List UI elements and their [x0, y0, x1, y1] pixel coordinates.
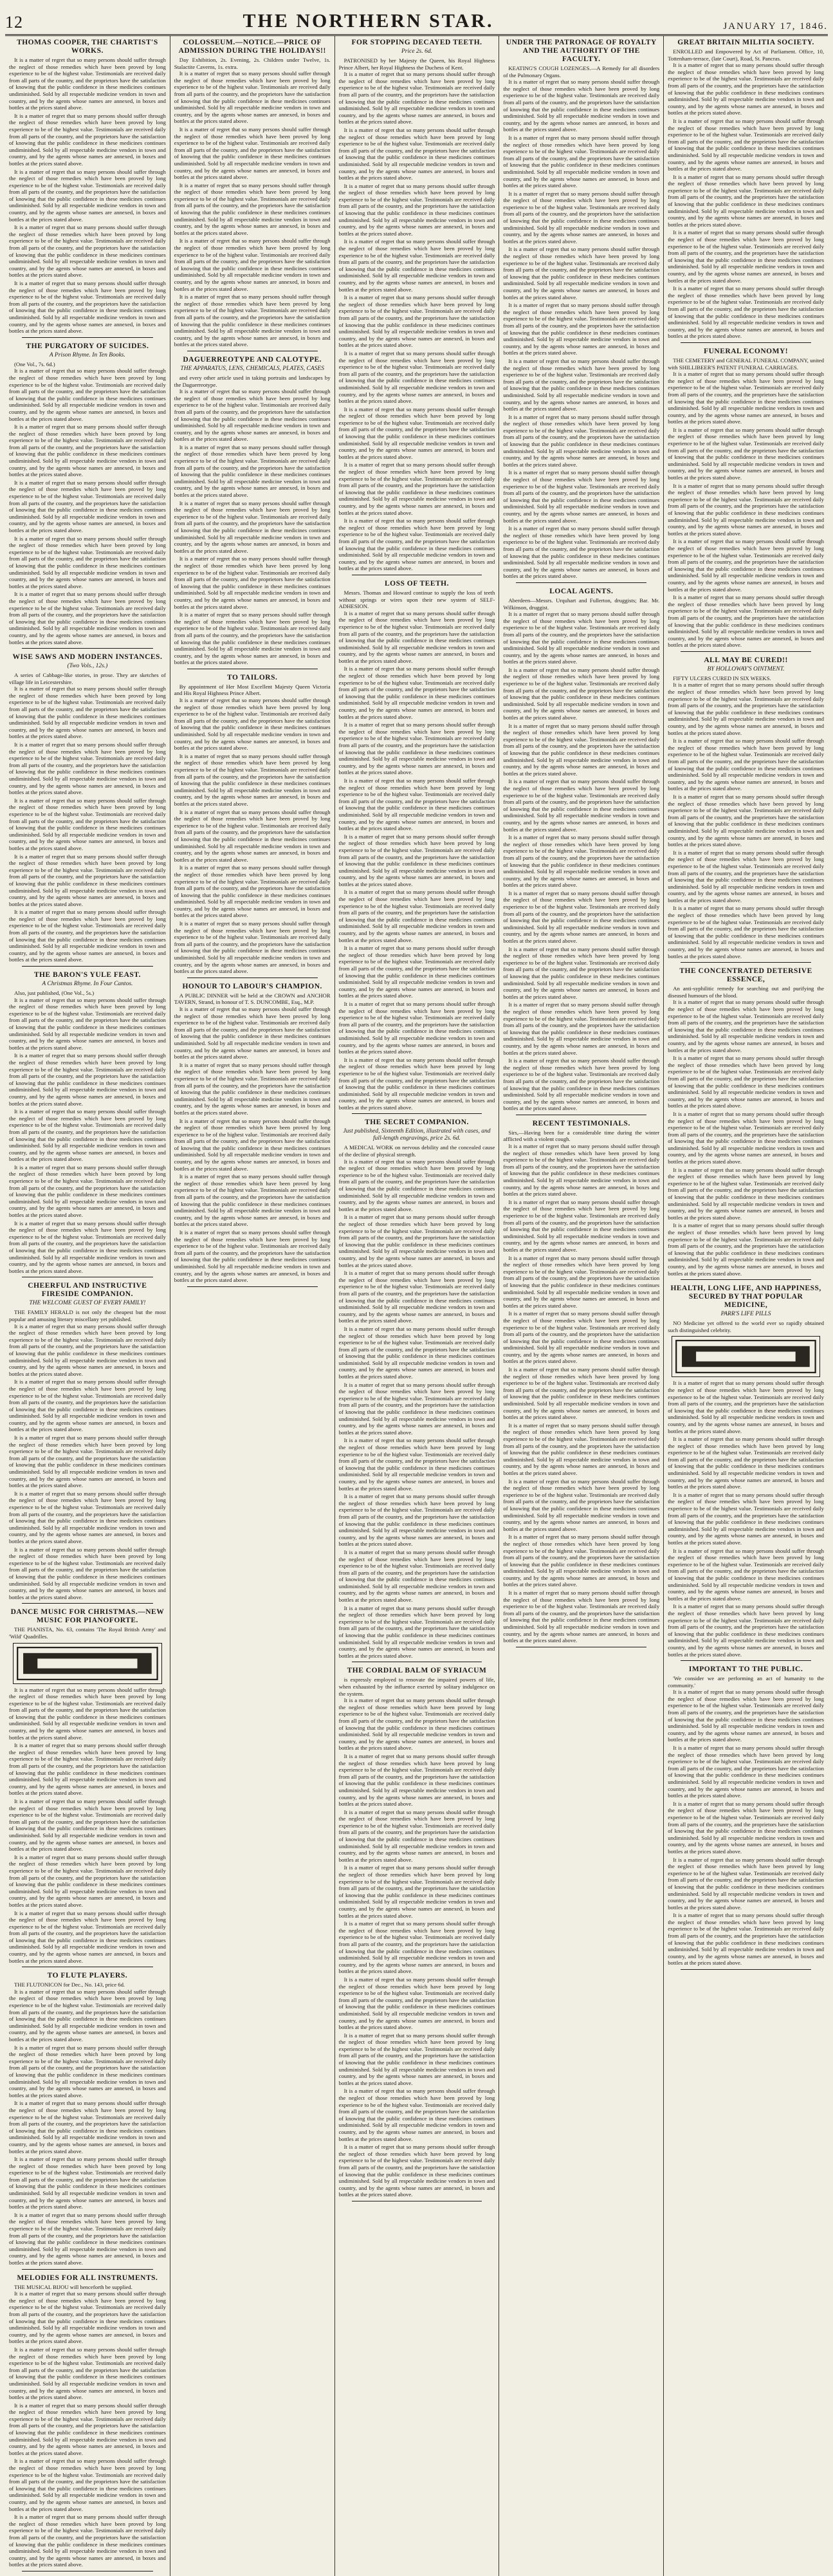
advertisement-small-print [668, 62, 824, 340]
advertisement-body: THE PIANISTA, No. 63, contains 'The Royal British Army' and 'Wild' Quadrilles. [9, 1626, 166, 1640]
small-print-paragraph: It is a matter of regret that so many persons should suffer through the neglect of those remedies which have been proved by long experience to be of the highest value. Testimonials are received daily from all parts of the country, and the proprietors have the satisfaction of knowing that the public confidence in these medicines continues undiminished. Sold by all respectable medicine vendors in town and country, and by the agents whose names are annexed, in boxes and bottles at the prices stated above. [668, 594, 824, 649]
small-print-paragraph: It is a matter of regret that so many persons should suffer through the neglect of those remedies which have been proved by long experience to be of the highest value. Testimonials are received daily from all parts of the country, and the proprietors have the satisfaction of knowing that the public confidence in these medicines continues undiminished. Sold by all respectable medicine vendors in town and country, and by the agents whose names are annexed, in boxes and bottles at the prices stated above. [338, 1604, 495, 1659]
music-engraving [13, 1643, 162, 1684]
small-print-paragraph: It is a matter of regret that so many persons should suffer through the neglect of those remedies which have been proved by long experience to be of the highest value. Testimonials are received daily from all parts of the country, and the proprietors have the satisfaction of knowing that the public confidence in these medicines continues undiminished. Sold by all respectable medicine vendors in town and country, and by the agents whose names are annexed, in boxes and bottles at the prices stated above. [9, 909, 166, 963]
small-print-paragraph: It is a matter of regret that so many persons should suffer through the neglect of those remedies which have been proved by long experience to be of the highest value. Testimonials are received daily from all parts of the country, and the proprietors have the satisfaction of knowing that the public confidence in these medicines continues undiminished. Sold by all respectable medicine vendors in town and country, and by the agents whose names are annexed, in boxes and bottles at the prices stated above. [174, 1173, 331, 1228]
small-print-paragraph: It is a matter of regret that so many persons should suffer through the neglect of those remedies which have been proved by long experience to be of the highest value. Testimonials are received daily from all parts of the country, and the proprietors have the satisfaction of knowing that the public confidence in these medicines continues undiminished. Sold by all respectable medicine vendors in town and country, and by the agents whose names are annexed, in boxes and bottles at the prices stated above. [338, 721, 495, 776]
small-print-paragraph: It is a matter of regret that so many persons should suffer through the neglect of those remedies which have been proved by long experience to be of the highest value. Testimonials are received daily from all parts of the country, and the proprietors have the satisfaction of knowing that the public confidence in these medicines continues undiminished. Sold by all respectable medicine vendors in town and country, and by the agents whose names are annexed, in boxes and bottles at the prices stated above. [174, 1117, 331, 1172]
advertisement-heading: THOMAS COOPER, THE CHARTIST'S WORKS. [17, 39, 158, 55]
advertisement-block [339, 39, 495, 575]
advertisement-heading: LOSS OF TEETH. [384, 579, 449, 588]
column-2 [170, 36, 334, 2576]
small-print-paragraph: It is a matter of regret that so many persons should suffer through the neglect of those remedies which have been proved by long experience to be of the highest value. Testimonials are received daily from all parts of the country, and the proprietors have the satisfaction of knowing that the public confidence in these medicines continues undiminished. Sold by all respectable medicine vendors in town and country, and by the agents whose names are annexed, in boxes and bottles at the prices stated above. [174, 181, 331, 236]
small-print-paragraph: It is a matter of regret that so many persons should suffer through the neglect of those remedies which have been proved by long experience to be of the highest value. Testimonials are received daily from all parts of the country, and the proprietors have the satisfaction of knowing that the public confidence in these medicines continues undiminished. Sold by all respectable medicine vendors in town and country, and by the agents whose names are annexed, in boxes and bottles at the prices stated above. [9, 1219, 166, 1274]
small-print-paragraph: It is a matter of regret that so many persons should suffer through the neglect of those remedies which have been proved by long experience to be of the highest value. Testimonials are received daily from all parts of the country, and the proprietors have the satisfaction of knowing that the public confidence in these medicines continues undiminished. Sold by all respectable medicine vendors in town and country, and by the agents whose names are annexed, in boxes and bottles at the prices stated above. [503, 1366, 660, 1421]
small-print-paragraph: It is a matter of regret that so many persons should suffer through the neglect of those remedies which have been proved by long experience to be of the highest value. Testimonials are received daily from all parts of the country, and the proprietors have the satisfaction of knowing that the public confidence in these medicines continues undiminished. Sold by all respectable medicine vendors in town and country, and by the agents whose names are annexed, in boxes and bottles at the prices stated above. [338, 833, 495, 887]
small-print-paragraph: It is a matter of regret that so many persons should suffer through the neglect of those remedies which have been proved by long experience to be of the highest value. Testimonials are received daily from all parts of the country, and the proprietors have the satisfaction of knowing that the public confidence in these medicines continues undiminished. Sold by all respectable medicine vendors in town and country, and by the agents whose names are annexed, in boxes and bottles at the prices stated above. [503, 469, 660, 524]
small-print-paragraph: It is a matter of regret that so many persons should suffer through the neglect of those remedies which have been proved by long experience to be of the highest value. Testimonials are received daily from all parts of the country, and the proprietors have the satisfaction of knowing that the public confidence in these medicines continues undiminished. Sold by all respectable medicine vendors in town and country, and by the agents whose names are annexed, in boxes and bottles at the prices stated above. [668, 737, 824, 792]
small-print-paragraph: It is a matter of regret that so many persons should suffer through the neglect of those remedies which have been proved by long experience to be of the highest value. Testimonials are received daily from all parts of the country, and the proprietors have the satisfaction of knowing that the public confidence in these medicines continues undiminished. Sold by all respectable medicine vendors in town and country, and by the agents whose names are annexed, in boxes and bottles at the prices stated above. [503, 1198, 660, 1253]
small-print-paragraph: It is a matter of regret that so many persons should suffer through the neglect of those remedies which have been proved by long experience to be of the highest value. Testimonials are received daily from all parts of the country, and the proprietors have the satisfaction of knowing that the public confidence in these medicines continues undiminished. Sold by all respectable medicine vendors in town and country, and by the agents whose names are annexed, in boxes and bottles at the prices stated above. [174, 237, 331, 292]
advertisement-subheading: Just published, Sixteenth Edition, illustrated with cases, and full-length engravings, price 2s. 6d. [343, 1128, 491, 1142]
advertisement-heading: MELODIES FOR ALL INSTRUMENTS. [17, 2274, 158, 2282]
small-print-paragraph: It is a matter of regret that so many persons should suffer through the neglect of those remedies which have been proved by long experience to be of the highest value. Testimonials are received daily from all parts of the country, and the proprietors have the satisfaction of knowing that the public confidence in these medicines continues undiminished. Sold by all respectable medicine vendors in town and country, and by the agents whose names are annexed, in boxes and bottles at the prices stated above. [9, 112, 166, 167]
small-print-paragraph: It is a matter of regret that so many persons should suffer through the neglect of those remedies which have been proved by long experience to be of the highest value. Testimonials are received daily from all parts of the country, and the proprietors have the satisfaction of knowing that the public confidence in these medicines continues undiminished. Sold by all respectable medicine vendors in town and country, and by the agents whose names are annexed, in boxes and bottles at the prices stated above. [174, 125, 331, 181]
small-print-paragraph: It is a matter of regret that so many persons should suffer through the neglect of those remedies which have been proved by long experience to be of the highest value. Testimonials are received daily from all parts of the country, and the proprietors have the satisfaction of knowing that the public confidence in these medicines continues undiminished. Sold by all respectable medicine vendors in town and country, and by the agents whose names are annexed, in boxes and bottles at the prices stated above. [503, 666, 660, 721]
small-print-paragraph: It is a matter of regret that so many persons should suffer through the neglect of those remedies which have been proved by long experience to be of the highest value. Testimonials are received daily from all parts of the country, and the proprietors have the satisfaction of knowing that the public confidence in these medicines continues undiminished. Sold by all respectable medicine vendors in town and country, and by the agents whose names are annexed, in boxes and bottles at the prices stated above. [9, 1378, 166, 1433]
advertisement-body: ENROLLED and Empowered by Act of Parliament. Office, 10, Tottenham-terrace, (late Court), Road, St. Pancras. [668, 48, 824, 62]
advertisement-body: THE MUSICAL BIJOU will henceforth be supplied. [14, 2283, 133, 2290]
small-print-paragraph: It is a matter of regret that so many persons should suffer through the neglect of those remedies which have been proved by long experience to be of the highest value. Testimonials are received daily from all parts of the country, and the proprietors have the satisfaction of knowing that the public confidence in these medicines continues undiminished. Sold by all respectable medicine vendors in town and country, and by the agents whose names are annexed, in boxes and bottles at the prices stated above. [9, 1686, 166, 1741]
advertisement-body: 'We consider we are performing an act of humanity to the community.' [668, 1675, 824, 1689]
advertisement-block [9, 1282, 166, 1604]
small-print-paragraph: It is a matter of regret that so many persons should suffer through the neglect of those remedies which have been proved by long experience to be of the highest value. Testimonials are received daily from all parts of the country, and the proprietors have the satisfaction of knowing that the public confidence in these medicines continues undiminished. Sold by all respectable medicine vendors in town and country, and by the agents whose names are annexed, in boxes and bottles at the prices stated above. [9, 2458, 166, 2512]
advertisement-body: Messrs. Thomas and Howard continue to supply the loss of teeth without springs or wires upon their new system of SELF-ADHESION. [338, 589, 495, 610]
advertisement-block [9, 342, 166, 649]
small-print-paragraph: It is a matter of regret that so many persons should suffer through the neglect of those remedies which have been proved by long experience to be of the highest value. Testimonials are received daily from all parts of the country, and the proprietors have the satisfaction of knowing that the public confidence in these medicines continues undiminished. Sold by all respectable medicine vendors in town and country, and by the agents whose names are annexed, in boxes and bottles at the prices stated above. [174, 293, 331, 348]
advertisement-heading: UNDER THE PATRONAGE OF ROYALTY AND THE AUTHORITY OF THE FACULTY. [506, 39, 657, 63]
advertisement-small-print [668, 999, 824, 1277]
small-print-paragraph: It is a matter of regret that so many persons should suffer through the neglect of those remedies which have been proved by long experience to be of the highest value. Testimonials are received daily from all parts of the country, and the proprietors have the satisfaction of knowing that the public confidence in these medicines continues undiminished. Sold by all respectable medicine vendors in town and country, and by the agents whose names are annexed, in boxes and bottles at the prices stated above. [338, 1548, 495, 1604]
advertisement-body: Day Exhibition, 2s. Evening, 2s. Children under Twelve, 1s. Stalactite Caverns, 1s. extra. [174, 57, 331, 70]
small-print-paragraph: It is a matter of regret that so many persons should suffer through the neglect of those remedies which have been proved by long experience to be of the highest value. Testimonials are received daily from all parts of the country, and the proprietors have the satisfaction of knowing that the public confidence in these medicines continues undiminished. Sold by all respectable medicine vendors in town and country, and by the agents whose names are annexed, in boxes and bottles at the prices stated above. [9, 797, 166, 851]
small-print-paragraph: It is a matter of regret that so many persons should suffer through the neglect of those remedies which have been proved by long experience to be of the highest value. Testimonials are received daily from all parts of the country, and the proprietors have the satisfaction of knowing that the public confidence in these medicines continues undiminished. Sold by all respectable medicine vendors in town and country, and by the agents whose names are annexed, in boxes and bottles at the prices stated above. [9, 1546, 166, 1600]
advertisement-small-print [668, 681, 824, 959]
advertisement-small-print [9, 1687, 166, 1965]
small-print-paragraph: It is a matter of regret that so many persons should suffer through the neglect of those remedies which have been proved by long experience to be of the highest value. Testimonials are received daily from all parts of the country, and the proprietors have the satisfaction of knowing that the public confidence in these medicines continues undiminished. Sold by all respectable medicine vendors in town and country, and by the agents whose names are annexed, in boxes and bottles at the prices stated above. [9, 2211, 166, 2266]
small-print-paragraph: It is a matter of regret that so many persons should suffer through the neglect of those remedies which have been proved by long experience to be of the highest value. Testimonials are received daily from all parts of the country, and the proprietors have the satisfaction of knowing that the public confidence in these medicines continues undiminished. Sold by all respectable medicine vendors in town and country, and by the agents whose names are annexed, in boxes and bottles at the prices stated above. [9, 1909, 166, 1964]
divider-rule [681, 1969, 811, 1970]
small-print-paragraph: It is a matter of regret that so many persons should suffer through the neglect of those remedies which have been proved by long experience to be of the highest value. Testimonials are received daily from all parts of the country, and the proprietors have the satisfaction of knowing that the public confidence in these medicines continues undiminished. Sold by all respectable medicine vendors in town and country, and by the agents whose names are annexed, in boxes and bottles at the prices stated above. [338, 1697, 495, 1752]
small-print-paragraph: It is a matter of regret that so many persons should suffer through the neglect of those remedies which have been proved by long experience to be of the highest value. Testimonials are received daily from all parts of the country, and the proprietors have the satisfaction of knowing that the public confidence in these medicines continues undiminished. Sold by all respectable medicine vendors in town and country, and by the agents whose names are annexed, in boxes and bottles at the prices stated above. [503, 1001, 660, 1056]
advertisement-body: Also, just published, (One Vol., 5s.) [14, 990, 95, 997]
advertisement-small-print [668, 371, 824, 649]
advertisement-heading: THE CORDIAL BALM OF SYRIACUM [347, 1667, 487, 1675]
small-print-paragraph: It is a matter of regret that so many persons should suffer through the neglect of those remedies which have been proved by long experience to be of the highest value. Testimonials are received daily from all parts of the country, and the proprietors have the satisfaction of knowing that the public confidence in these medicines continues undiminished. Sold by all respectable medicine vendors in town and country, and by the agents whose names are annexed, in boxes and bottles at the prices stated above. [174, 499, 331, 554]
small-print-paragraph: It is a matter of regret that so many persons should suffer through the neglect of those remedies which have been proved by long experience to be of the highest value. Testimonials are received daily from all parts of the country, and the proprietors have the satisfaction of knowing that the public confidence in these medicines continues undiminished. Sold by all respectable medicine vendors in town and country, and by the agents whose names are annexed, in boxes and bottles at the prices stated above. [338, 126, 495, 181]
small-print-paragraph: It is a matter of regret that so many persons should suffer through the neglect of those remedies which have been proved by long experience to be of the highest value. Testimonials are received daily from all parts of the country, and the proprietors have the satisfaction of knowing that the public confidence in these medicines continues undiminished. Sold by all respectable medicine vendors in town and country, and by the agents whose names are annexed, in boxes and bottles at the prices stated above. [503, 1534, 660, 1588]
small-print-paragraph: It is a matter of regret that so many persons should suffer through the neglect of those remedies which have been proved by long experience to be of the highest value. Testimonials are received daily from all parts of the country, and the proprietors have the satisfaction of knowing that the public confidence in these medicines continues undiminished. Sold by all respectable medicine vendors in town and country, and by the agents whose names are annexed, in boxes and bottles at the prices stated above. [668, 1491, 824, 1546]
advertisement-small-print [339, 1697, 495, 2198]
advertisement-heading: THE PURGATORY OF SUICIDES. [26, 342, 149, 350]
advertisement-small-print [339, 1158, 495, 1660]
advertisement-small-print [339, 71, 495, 572]
small-print-paragraph: It is a matter of regret that so many persons should suffer through the neglect of those remedies which have been proved by long experience to be of the highest value. Testimonials are received daily from all parts of the country, and the proprietors have the satisfaction of knowing that the public confidence in these medicines continues undiminished. Sold by all respectable medicine vendors in town and country, and by the agents whose names are annexed, in boxes and bottles at the prices stated above. [338, 945, 495, 999]
advertisement-block [9, 1972, 166, 2269]
small-print-paragraph: It is a matter of regret that so many persons should suffer through the neglect of those remedies which have been proved by long experience to be of the highest value. Testimonials are received daily from all parts of the country, and the proprietors have the satisfaction of knowing that the public confidence in these medicines continues undiminished. Sold by all respectable medicine vendors in town and country, and by the agents whose names are annexed, in boxes and bottles at the prices stated above. [9, 741, 166, 796]
divider-rule [22, 966, 153, 967]
advertisement-subheading: (Two Vols., 12s.) [67, 663, 108, 670]
small-print-paragraph: It is a matter of regret that so many persons should suffer through the neglect of those remedies which have been proved by long experience to be of the highest value. Testimonials are received daily from all parts of the country, and the proprietors have the satisfaction of knowing that the public confidence in these medicines continues undiminished. Sold by all respectable medicine vendors in town and country, and by the agents whose names are annexed, in boxes and bottles at the prices stated above. [503, 611, 660, 665]
advertisement-small-print [503, 79, 659, 580]
small-print-paragraph: It is a matter of regret that so many persons should suffer through the neglect of those remedies which have been proved by long experience to be of the highest value. Testimonials are received daily from all parts of the country, and the proprietors have the satisfaction of knowing that the public confidence in these medicines continues undiminished. Sold by all respectable medicine vendors in town and country, and by the agents whose names are annexed, in boxes and bottles at the prices stated above. [338, 889, 495, 943]
small-print-paragraph: It is a matter of regret that so many persons should suffer through the neglect of those remedies which have been proved by long experience to be of the highest value. Testimonials are received daily from all parts of the country, and the proprietors have the satisfaction of knowing that the public confidence in these medicines continues undiminished. Sold by all respectable medicine vendors in town and country, and by the agents whose names are annexed, in boxes and bottles at the prices stated above. [503, 1254, 660, 1309]
advertisement-block [174, 356, 331, 669]
advertisement-body: A PUBLIC DINNER will be held at the CROWN and ANCHOR TAVERN, Strand, in honour of T. S. DUNCOMBE, Esq., M.P. [174, 992, 331, 1006]
advertisement-body: KEATING'S COUGH LOZENGES.—A Remedy for all disorders of the Pulmonary Organs. [503, 65, 660, 79]
divider-rule [681, 651, 811, 652]
small-print-paragraph: It is a matter of regret that so many persons should suffer through the neglect of those remedies which have been proved by long experience to be of the highest value. Testimonials are received daily from all parts of the country, and the proprietors have the satisfaction of knowing that the public confidence in these medicines continues undiminished. Sold by all respectable medicine vendors in town and country, and by the agents whose names are annexed, in boxes and bottles at the prices stated above. [668, 1166, 824, 1221]
small-print-paragraph: It is a matter of regret that so many persons should suffer through the neglect of those remedies which have been proved by long experience to be of the highest value. Testimonials are received daily from all parts of the country, and the proprietors have the satisfaction of knowing that the public confidence in these medicines continues undiminished. Sold by all respectable medicine vendors in town and country, and by the agents whose names are annexed, in boxes and bottles at the prices stated above. [668, 1603, 824, 1658]
small-print-paragraph: It is a matter of regret that so many persons should suffer through the neglect of those remedies which have been proved by long experience to be of the highest value. Testimonials are received daily from all parts of the country, and the proprietors have the satisfaction of knowing that the public confidence in these medicines continues undiminished. Sold by all respectable medicine vendors in town and country, and by the agents whose names are annexed, in boxes and bottles at the prices stated above. [338, 1493, 495, 1548]
advertisement-heading: THE CONCENTRATED DETERSIVE ESSENCE, [679, 967, 812, 984]
small-print-paragraph: It is a matter of regret that so many persons should suffer through the neglect of those remedies which have been proved by long experience to be of the highest value. Testimonials are received daily from all parts of the country, and the proprietors have the satisfaction of knowing that the public confidence in these medicines continues undiminished. Sold by all respectable medicine vendors in town and country, and by the agents whose names are annexed, in boxes and bottles at the prices stated above. [9, 2044, 166, 2099]
small-print-paragraph: It is a matter of regret that so many persons should suffer through the neglect of those remedies which have been proved by long experience to be of the highest value. Testimonials are received daily from all parts of the country, and the proprietors have the satisfaction of knowing that the public confidence in these medicines continues undiminished. Sold by all respectable medicine vendors in town and country, and by the agents whose names are annexed, in boxes and bottles at the prices stated above. [9, 2290, 166, 2345]
small-print-paragraph: It is a matter of regret that so many persons should suffer through the neglect of those remedies which have been proved by long experience to be of the highest value. Testimonials are received daily from all parts of the country, and the proprietors have the satisfaction of knowing that the public confidence in these medicines continues undiminished. Sold by all respectable medicine vendors in town and country, and by the agents whose names are annexed, in boxes and bottles at the prices stated above. [668, 1222, 824, 1277]
small-print-paragraph: It is a matter of regret that so many persons should suffer through the neglect of those remedies which have been proved by long experience to be of the highest value. Testimonials are received daily from all parts of the country, and the proprietors have the satisfaction of knowing that the public confidence in these medicines continues undiminished. Sold by all respectable medicine vendors in town and country, and by the agents whose names are annexed, in boxes and bottles at the prices stated above. [668, 905, 824, 959]
divider-rule [187, 1286, 318, 1287]
small-print-paragraph: It is a matter of regret that so many persons should suffer through the neglect of those remedies which have been proved by long experience to be of the highest value. Testimonials are received daily from all parts of the country, and the proprietors have the satisfaction of knowing that the public confidence in these medicines continues undiminished. Sold by all respectable medicine vendors in town and country, and by the agents whose names are annexed, in boxes and bottles at the prices stated above. [174, 752, 331, 807]
small-print-paragraph: It is a matter of regret that so many persons should suffer through the neglect of those remedies which have been proved by long experience to be of the highest value. Testimonials are received daily from all parts of the country, and the proprietors have the satisfaction of knowing that the public confidence in these medicines continues undiminished. Sold by all respectable medicine vendors in town and country, and by the agents whose names are annexed, in boxes and bottles at the prices stated above. [503, 357, 660, 412]
masthead [5, 4, 828, 36]
advertisement-heading: GREAT BRITAIN MILITIA SOCIETY. [677, 39, 814, 46]
advertisement-subheading: PARR'S LIFE PILLS [720, 1311, 771, 1318]
small-print-paragraph: It is a matter of regret that so many persons should suffer through the neglect of those remedies which have been proved by long experience to be of the highest value. Testimonials are received daily from all parts of the country, and the proprietors have the satisfaction of knowing that the public confidence in these medicines continues undiminished. Sold by all respectable medicine vendors in town and country, and by the agents whose names are annexed, in boxes and bottles at the prices stated above. [668, 999, 824, 1053]
small-print-paragraph: It is a matter of regret that so many persons should suffer through the neglect of those remedies which have been proved by long experience to be of the highest value. Testimonials are received daily from all parts of the country, and the proprietors have the satisfaction of knowing that the public confidence in these medicines continues undiminished. Sold by all respectable medicine vendors in town and country, and by the agents whose names are annexed, in boxes and bottles at the prices stated above. [338, 2144, 495, 2198]
small-print-paragraph: It is a matter of regret that so many persons should suffer through the neglect of those remedies which have been proved by long experience to be of the highest value. Testimonials are received daily from all parts of the country, and the proprietors have the satisfaction of knowing that the public confidence in these medicines continues undiminished. Sold by all respectable medicine vendors in town and country, and by the agents whose names are annexed, in boxes and bottles at the prices stated above. [338, 1752, 495, 1808]
advertisement-small-print [9, 1988, 166, 2266]
small-print-paragraph: It is a matter of regret that so many persons should suffer through the neglect of those remedies which have been proved by long experience to be of the highest value. Testimonials are received daily from all parts of the country, and the proprietors have the satisfaction of knowing that the public confidence in these medicines continues undiminished. Sold by all respectable medicine vendors in town and country, and by the agents whose names are annexed, in boxes and bottles at the prices stated above. [9, 57, 166, 111]
advertisement-small-print [9, 1323, 166, 1601]
small-print-paragraph: It is a matter of regret that so many persons should suffer through the neglect of those remedies which have been proved by long experience to be of the highest value. Testimonials are received daily from all parts of the country, and the proprietors have the satisfaction of knowing that the public confidence in these medicines continues undiminished. Sold by all respectable medicine vendors in town and country, and by the agents whose names are annexed, in boxes and bottles at the prices stated above. [668, 426, 824, 481]
divider-rule [22, 648, 153, 649]
small-print-paragraph: It is a matter of regret that so many persons should suffer through the neglect of those remedies which have been proved by long experience to be of the highest value. Testimonials are received daily from all parts of the country, and the proprietors have the satisfaction of knowing that the public confidence in these medicines continues undiminished. Sold by all respectable medicine vendors in town and country, and by the agents whose names are annexed, in boxes and bottles at the prices stated above. [9, 479, 166, 533]
small-print-paragraph: It is a matter of regret that so many persons should suffer through the neglect of those remedies which have been proved by long experience to be of the highest value. Testimonials are received daily from all parts of the country, and the proprietors have the satisfaction of knowing that the public confidence in these medicines continues undiminished. Sold by all respectable medicine vendors in town and country, and by the agents whose names are annexed, in boxes and bottles at the prices stated above. [338, 461, 495, 516]
divider-rule [22, 337, 153, 338]
advertisement-subheading: A Prison Rhyme. In Ten Books. [49, 351, 125, 358]
small-print-paragraph: It is a matter of regret that so many persons should suffer through the neglect of those remedies which have been proved by long experience to be of the highest value. Testimonials are received daily from all parts of the country, and the proprietors have the satisfaction of knowing that the public confidence in these medicines continues undiminished. Sold by all respectable medicine vendors in town and country, and by the agents whose names are annexed, in boxes and bottles at the prices stated above. [668, 1055, 824, 1109]
small-print-paragraph: It is a matter of regret that so many persons should suffer through the neglect of those remedies which have been proved by long experience to be of the highest value. Testimonials are received daily from all parts of the country, and the proprietors have the satisfaction of knowing that the public confidence in these medicines continues undiminished. Sold by all respectable medicine vendors in town and country, and by the agents whose names are annexed, in boxes and bottles at the prices stated above. [338, 1214, 495, 1268]
small-print-paragraph: It is a matter of regret that so many persons should suffer through the neglect of those remedies which have been proved by long experience to be of the highest value. Testimonials are received daily from all parts of the country, and the proprietors have the satisfaction of knowing that the public confidence in these medicines continues undiminished. Sold by all respectable medicine vendors in town and country, and by the agents whose names are annexed, in boxes and bottles at the prices stated above. [668, 1912, 824, 1967]
small-print-paragraph: It is a matter of regret that so many persons should suffer through the neglect of those remedies which have been proved by long experience to be of the highest value. Testimonials are received daily from all parts of the country, and the proprietors have the satisfaction of knowing that the public confidence in these medicines continues undiminished. Sold by all respectable medicine vendors in town and country, and by the agents whose names are annexed, in boxes and bottles at the prices stated above. [9, 685, 166, 740]
column-grid [5, 36, 828, 2568]
small-print-paragraph: It is a matter of regret that so many persons should suffer through the neglect of those remedies which have been proved by long experience to be of the highest value. Testimonials are received daily from all parts of the country, and the proprietors have the satisfaction of knowing that the public confidence in these medicines continues undiminished. Sold by all respectable medicine vendors in town and country, and by the agents whose names are annexed, in boxes and bottles at the prices stated above. [503, 79, 660, 133]
small-print-paragraph: It is a matter of regret that so many persons should suffer through the neglect of those remedies which have been proved by long experience to be of the highest value. Testimonials are received daily from all parts of the country, and the proprietors have the satisfaction of knowing that the public confidence in these medicines continues undiminished. Sold by all respectable medicine vendors in town and country, and by the agents whose names are annexed, in boxes and bottles at the prices stated above. [503, 1589, 660, 1644]
small-print-paragraph: It is a matter of regret that so many persons should suffer through the neglect of those remedies which have been proved by long experience to be of the highest value. Testimonials are received daily from all parts of the country, and the proprietors have the satisfaction of knowing that the public confidence in these medicines continues undiminished. Sold by all respectable medicine vendors in town and country, and by the agents whose names are annexed, in boxes and bottles at the prices stated above. [9, 1742, 166, 1797]
advertisement-heading: THE SECRET COMPANION. [365, 1118, 469, 1127]
advertisement-small-print [503, 611, 659, 1112]
small-print-paragraph: It is a matter of regret that so many persons should suffer through the neglect of those remedies which have been proved by long experience to be of the highest value. Testimonials are received daily from all parts of the country, and the proprietors have the satisfaction of knowing that the public confidence in these medicines continues undiminished. Sold by all respectable medicine vendors in town and country, and by the agents whose names are annexed, in boxes and bottles at the prices stated above. [503, 945, 660, 1000]
advertisement-body: THE FLUTONICON for Dec., No. 143, price 6d. [14, 1981, 125, 1988]
advertisement-subheading: A Christmas Rhyme. In Four Cantos. [42, 981, 133, 988]
divider-rule [22, 1603, 153, 1604]
small-print-paragraph: It is a matter of regret that so many persons should suffer through the neglect of those remedies which have been proved by long experience to be of the highest value. Testimonials are received daily from all parts of the country, and the proprietors have the satisfaction of knowing that the public confidence in these medicines continues undiminished. Sold by all respectable medicine vendors in town and country, and by the agents whose names are annexed, in boxes and bottles at the prices stated above. [668, 1547, 824, 1602]
advertisement-block [668, 1284, 824, 1661]
page-number: 12 [5, 13, 23, 32]
small-print-paragraph: It is a matter of regret that so many persons should suffer through the neglect of those remedies which have been proved by long experience to be of the highest value. Testimonials are received daily from all parts of the country, and the proprietors have the satisfaction of knowing that the public confidence in these medicines continues undiminished. Sold by all respectable medicine vendors in town and country, and by the agents whose names are annexed, in boxes and bottles at the prices stated above. [338, 1325, 495, 1380]
small-print-paragraph: It is a matter of regret that so many persons should suffer through the neglect of those remedies which have been proved by long experience to be of the highest value. Testimonials are received daily from all parts of the country, and the proprietors have the satisfaction of knowing that the public confidence in these medicines continues undiminished. Sold by all respectable medicine vendors in town and country, and by the agents whose names are annexed, in boxes and bottles at the prices stated above. [668, 793, 824, 848]
small-print-paragraph: It is a matter of regret that so many persons should suffer through the neglect of those remedies which have been proved by long experience to be of the highest value. Testimonials are received daily from all parts of the country, and the proprietors have the satisfaction of knowing that the public confidence in these medicines continues undiminished. Sold by all respectable medicine vendors in town and country, and by the agents whose names are annexed, in boxes and bottles at the prices stated above. [338, 1000, 495, 1055]
advertisement-heading: ALL MAY BE CURED!! [704, 656, 788, 664]
small-print-paragraph: It is a matter of regret that so many persons should suffer through the neglect of those remedies which have been proved by long experience to be of the highest value. Testimonials are received daily from all parts of the country, and the proprietors have the satisfaction of knowing that the public confidence in these medicines continues undiminished. Sold by all respectable medicine vendors in town and country, and by the agents whose names are annexed, in boxes and bottles at the prices stated above. [668, 538, 824, 593]
advertisement-heading: IMPORTANT TO THE PUBLIC. [688, 1665, 803, 1674]
advertisement-small-print [9, 57, 166, 335]
small-print-paragraph: It is a matter of regret that so many persons should suffer through the neglect of those remedies which have been proved by long experience to be of the highest value. Testimonials are received daily from all parts of the country, and the proprietors have the satisfaction of knowing that the public confidence in these medicines continues undiminished. Sold by all respectable medicine vendors in town and country, and by the agents whose names are annexed, in boxes and bottles at the prices stated above. [9, 2514, 166, 2568]
advertisement-block [174, 39, 331, 351]
small-print-paragraph: It is a matter of regret that so many persons should suffer through the neglect of those remedies which have been proved by long experience to be of the highest value. Testimonials are received daily from all parts of the country, and the proprietors have the satisfaction of knowing that the public confidence in these medicines continues undiminished. Sold by all respectable medicine vendors in town and country, and by the agents whose names are annexed, in boxes and bottles at the prices stated above. [174, 1006, 331, 1061]
advertisement-small-print [503, 1143, 659, 1644]
small-print-paragraph: It is a matter of regret that so many persons should suffer through the neglect of those remedies which have been proved by long experience to be of the highest value. Testimonials are received daily from all parts of the country, and the proprietors have the satisfaction of knowing that the public confidence in these medicines continues undiminished. Sold by all respectable medicine vendors in town and country, and by the agents whose names are annexed, in boxes and bottles at the prices stated above. [503, 413, 660, 468]
advertisement-small-print [9, 997, 166, 1275]
small-print-paragraph: It is a matter of regret that so many persons should suffer through the neglect of those remedies which have been proved by long experience to be of the highest value. Testimonials are received daily from all parts of the country, and the proprietors have the satisfaction of knowing that the public confidence in these medicines continues undiminished. Sold by all respectable medicine vendors in town and country, and by the agents whose names are annexed, in boxes and bottles at the prices stated above. [9, 423, 166, 478]
advertisement-subheading: Price 2s. 6d. [401, 48, 432, 55]
small-print-paragraph: It is a matter of regret that so many persons should suffer through the neglect of those remedies which have been proved by long experience to be of the highest value. Testimonials are received daily from all parts of the country, and the proprietors have the satisfaction of knowing that the public confidence in these medicines continues undiminished. Sold by all respectable medicine vendors in town and country, and by the agents whose names are annexed, in boxes and bottles at the prices stated above. [503, 246, 660, 301]
advertisement-block [668, 1665, 824, 1970]
advertisement-block [174, 674, 331, 978]
small-print-paragraph: It is a matter of regret that so many persons should suffer through the neglect of those remedies which have been proved by long experience to be of the highest value. Testimonials are received daily from all parts of the country, and the proprietors have the satisfaction of knowing that the public confidence in these medicines continues undiminished. Sold by all respectable medicine vendors in town and country, and by the agents whose names are annexed, in boxes and bottles at the prices stated above. [174, 388, 331, 443]
small-print-paragraph: It is a matter of regret that so many persons should suffer through the neglect of those remedies which have been proved by long experience to be of the highest value. Testimonials are received daily from all parts of the country, and the proprietors have the satisfaction of knowing that the public confidence in these medicines continues undiminished. Sold by all respectable medicine vendors in town and country, and by the agents whose names are annexed, in boxes and bottles at the prices stated above. [9, 1853, 166, 1908]
advertisement-body: THE CEMETERY and GENERAL FUNERAL COMPANY, united with SHILLIBEER'S PATENT FUNERAL CARRIAGES. [668, 357, 824, 371]
small-print-paragraph: It is a matter of regret that so many persons should suffer through the neglect of those remedies which have been proved by long experience to be of the highest value. Testimonials are received daily from all parts of the country, and the proprietors have the satisfaction of knowing that the public confidence in these medicines continues undiminished. Sold by all respectable medicine vendors in town and country, and by the agents whose names are annexed, in boxes and bottles at the prices stated above. [503, 1478, 660, 1532]
small-print-paragraph: It is a matter of regret that so many persons should suffer through the neglect of those remedies which have been proved by long experience to be of the highest value. Testimonials are received daily from all parts of the country, and the proprietors have the satisfaction of knowing that the public confidence in these medicines continues undiminished. Sold by all respectable medicine vendors in town and country, and by the agents whose names are annexed, in boxes and bottles at the prices stated above. [668, 371, 824, 425]
small-print-paragraph: It is a matter of regret that so many persons should suffer through the neglect of those remedies which have been proved by long experience to be of the highest value. Testimonials are received daily from all parts of the country, and the proprietors have the satisfaction of knowing that the public confidence in these medicines continues undiminished. Sold by all respectable medicine vendors in town and country, and by the agents whose names are annexed, in boxes and bottles at the prices stated above. [174, 555, 331, 610]
newspaper-title: THE NORTHERN STAR. [243, 10, 494, 32]
advertisement-body: NO Medicine yet offered to the world ever so rapidly obtained such distinguished celebrity. [668, 1320, 824, 1333]
small-print-paragraph: It is a matter of regret that so many persons should suffer through the neglect of those remedies which have been proved by long experience to be of the highest value. Testimonials are received daily from all parts of the country, and the proprietors have the satisfaction of knowing that the public confidence in these medicines continues undiminished. Sold by all respectable medicine vendors in town and country, and by the agents whose names are annexed, in boxes and bottles at the prices stated above. [503, 525, 660, 580]
small-print-paragraph: It is a matter of regret that so many persons should suffer through the neglect of those remedies which have been proved by long experience to be of the highest value. Testimonials are received daily from all parts of the country, and the proprietors have the satisfaction of knowing that the public confidence in these medicines continues undiminished. Sold by all respectable medicine vendors in town and country, and by the agents whose names are annexed, in boxes and bottles at the prices stated above. [668, 173, 824, 228]
small-print-paragraph: It is a matter of regret that so many persons should suffer through the neglect of those remedies which have been proved by long experience to be of the highest value. Testimonials are received daily from all parts of the country, and the proprietors have the satisfaction of knowing that the public confidence in these medicines continues undiminished. Sold by all respectable medicine vendors in town and country, and by the agents whose names are annexed, in boxes and bottles at the prices stated above. [174, 920, 331, 975]
advertisement-body: Sirs,—Having been for a considerable time during the winter afflicted with a violent cough. [503, 1129, 660, 1143]
small-print-paragraph: It is a matter of regret that so many persons should suffer through the neglect of those remedies which have been proved by long experience to be of the highest value. Testimonials are received daily from all parts of the country, and the proprietors have the satisfaction of knowing that the public confidence in these medicines continues undiminished. Sold by all respectable medicine vendors in town and country, and by the agents whose names are annexed, in boxes and bottles at the prices stated above. [174, 697, 331, 752]
small-print-paragraph: It is a matter of regret that so many persons should suffer through the neglect of those remedies which have been proved by long experience to be of the highest value. Testimonials are received daily from all parts of the country, and the proprietors have the satisfaction of knowing that the public confidence in these medicines continues undiminished. Sold by all respectable medicine vendors in town and country, and by the agents whose names are annexed, in boxes and bottles at the prices stated above. [338, 182, 495, 237]
small-print-paragraph: It is a matter of regret that so many persons should suffer through the neglect of those remedies which have been proved by long experience to be of the highest value. Testimonials are received daily from all parts of the country, and the proprietors have the satisfaction of knowing that the public confidence in these medicines continues undiminished. Sold by all respectable medicine vendors in town and country, and by the agents whose names are annexed, in boxes and bottles at the prices stated above. [338, 294, 495, 349]
advertisement-body: FIFTY ULCERS CURED IN SIX WEEKS. [673, 674, 771, 681]
small-print-paragraph: It is a matter of regret that so many persons should suffer through the neglect of those remedies which have been proved by long experience to be of the highest value. Testimonials are received daily from all parts of the country, and the proprietors have the satisfaction of knowing that the public confidence in these medicines continues undiminished. Sold by all respectable medicine vendors in town and country, and by the agents whose names are annexed, in boxes and bottles at the prices stated above. [338, 71, 495, 125]
advertisement-heading: HEALTH, LONG LIFE, AND HAPPINESS, SECURED BY THAT POPULAR MEDICINE, [670, 1284, 821, 1310]
advertisement-body: THE FAMILY HERALD is not only the cheapest but the most popular and amusing literary miscellany yet published. [9, 1309, 166, 1322]
advertisement-small-print [174, 697, 331, 975]
small-print-paragraph: It is a matter of regret that so many persons should suffer through the neglect of those remedies which have been proved by long experience to be of the highest value. Testimonials are received daily from all parts of the country, and the proprietors have the satisfaction of knowing that the public confidence in these medicines continues undiminished. Sold by all respectable medicine vendors in town and country, and by the agents whose names are annexed, in boxes and bottles at the prices stated above. [9, 2402, 166, 2456]
small-print-paragraph: It is a matter of regret that so many persons should suffer through the neglect of those remedies which have been proved by long experience to be of the highest value. Testimonials are received daily from all parts of the country, and the proprietors have the satisfaction of knowing that the public confidence in these medicines continues undiminished. Sold by all respectable medicine vendors in town and country, and by the agents whose names are annexed, in boxes and bottles at the prices stated above. [668, 1745, 824, 1799]
small-print-paragraph: It is a matter of regret that so many persons should suffer through the neglect of those remedies which have been proved by long experience to be of the highest value. Testimonials are received daily from all parts of the country, and the proprietors have the satisfaction of knowing that the public confidence in these medicines continues undiminished. Sold by all respectable medicine vendors in town and country, and by the agents whose names are annexed, in boxes and bottles at the prices stated above. [9, 1052, 166, 1107]
small-print-paragraph: It is a matter of regret that so many persons should suffer through the neglect of those remedies which have been proved by long experience to be of the highest value. Testimonials are received daily from all parts of the country, and the proprietors have the satisfaction of knowing that the public confidence in these medicines continues undiminished. Sold by all respectable medicine vendors in town and country, and by the agents whose names are annexed, in boxes and bottles at the prices stated above. [668, 849, 824, 903]
small-print-paragraph: It is a matter of regret that so many persons should suffer through the neglect of those remedies which have been proved by long experience to be of the highest value. Testimonials are received daily from all parts of the country, and the proprietors have the satisfaction of knowing that the public confidence in these medicines continues undiminished. Sold by all respectable medicine vendors in town and country, and by the agents whose names are annexed, in boxes and bottles at the prices stated above. [668, 229, 824, 284]
small-print-paragraph: It is a matter of regret that so many persons should suffer through the neglect of those remedies which have been proved by long experience to be of the highest value. Testimonials are received daily from all parts of the country, and the proprietors have the satisfaction of knowing that the public confidence in these medicines continues undiminished. Sold by all respectable medicine vendors in town and country, and by the agents whose names are annexed, in boxes and bottles at the prices stated above. [338, 777, 495, 832]
advertisement-heading: WISE SAWS AND MODERN INSTANCES. [12, 653, 163, 662]
small-print-paragraph: It is a matter of regret that so many persons should suffer through the neglect of those remedies which have been proved by long experience to be of the highest value. Testimonials are received daily from all parts of the country, and the proprietors have the satisfaction of knowing that the public confidence in these medicines continues undiminished. Sold by all respectable medicine vendors in town and country, and by the agents whose names are annexed, in boxes and bottles at the prices stated above. [338, 238, 495, 293]
small-print-paragraph: It is a matter of regret that so many persons should suffer through the neglect of those remedies which have been proved by long experience to be of the highest value. Testimonials are received daily from all parts of the country, and the proprietors have the satisfaction of knowing that the public confidence in these medicines continues undiminished. Sold by all respectable medicine vendors in town and country, and by the agents whose names are annexed, in boxes and bottles at the prices stated above. [668, 1110, 824, 1165]
small-print-paragraph: It is a matter of regret that so many persons should suffer through the neglect of those remedies which have been proved by long experience to be of the highest value. Testimonials are received daily from all parts of the country, and the proprietors have the satisfaction of knowing that the public confidence in these medicines continues undiminished. Sold by all respectable medicine vendors in town and country, and by the agents whose names are annexed, in boxes and bottles at the prices stated above. [9, 996, 166, 1051]
advertisement-body: Aberdeen—Messrs. Urquhart and Fullerton, druggists; Bar. Mr. Wilkinson, druggist. [503, 597, 660, 611]
advertisement-small-print [339, 610, 495, 1111]
advertisement-block [9, 2274, 166, 2571]
divider-rule [681, 342, 811, 343]
advertisement-small-print [174, 70, 331, 348]
advertisement-block [668, 967, 824, 1280]
advertisement-block [503, 39, 659, 583]
small-print-paragraph: It is a matter of regret that so many persons should suffer through the neglect of those remedies which have been proved by long experience to be of the highest value. Testimonials are received daily from all parts of the country, and the proprietors have the satisfaction of knowing that the public confidence in these medicines continues undiminished. Sold by all respectable medicine vendors in town and country, and by the agents whose names are annexed, in boxes and bottles at the prices stated above. [503, 302, 660, 357]
advertisement-body: (One Vol., 7s. 6d.) [14, 360, 55, 367]
advertisement-body: PATRONISED by her Majesty the Queen, his Royal Highness Prince Albert, her Royal Highness the Duchess of Kent. [338, 57, 495, 71]
advertisement-body: and every other article used in taking portraits and landscapes by the Daguerreotype. [174, 374, 331, 388]
small-print-paragraph: It is a matter of regret that so many persons should suffer through the neglect of those remedies which have been proved by long experience to be of the highest value. Testimonials are received daily from all parts of the country, and the proprietors have the satisfaction of knowing that the public confidence in these medicines continues undiminished. Sold by all respectable medicine vendors in town and country, and by the agents whose names are annexed, in boxes and bottles at the prices stated above. [668, 62, 824, 116]
small-print-paragraph: It is a matter of regret that so many persons should suffer through the neglect of those remedies which have been proved by long experience to be of the highest value. Testimonials are received daily from all parts of the country, and the proprietors have the satisfaction of knowing that the public confidence in these medicines continues undiminished. Sold by all respectable medicine vendors in town and country, and by the agents whose names are annexed, in boxes and bottles at the prices stated above. [668, 1380, 824, 1434]
advertisement-block [668, 39, 824, 343]
advertisement-body: An anti-syphilitic remedy for searching out and purifying the diseased humours of the blood. [668, 985, 824, 999]
small-print-paragraph: It is a matter of regret that so many persons should suffer through the neglect of those remedies which have been proved by long experience to be of the highest value. Testimonials are received daily from all parts of the country, and the proprietors have the satisfaction of knowing that the public confidence in these medicines continues undiminished. Sold by all respectable medicine vendors in town and country, and by the agents whose names are annexed, in boxes and bottles at the prices stated above. [668, 482, 824, 537]
small-print-paragraph: It is a matter of regret that so many persons should suffer through the neglect of those remedies which have been proved by long experience to be of the highest value. Testimonials are received daily from all parts of the country, and the proprietors have the satisfaction of knowing that the public confidence in these medicines continues undiminished. Sold by all respectable medicine vendors in town and country, and by the agents whose names are annexed, in boxes and bottles at the prices stated above. [9, 1490, 166, 1544]
small-print-paragraph: It is a matter of regret that so many persons should suffer through the neglect of those remedies which have been proved by long experience to be of the highest value. Testimonials are received daily from all parts of the country, and the proprietors have the satisfaction of knowing that the public confidence in these medicines continues undiminished. Sold by all respectable medicine vendors in town and country, and by the agents whose names are annexed, in boxes and bottles at the prices stated above. [9, 1322, 166, 1377]
advertisement-body: A series of Cabbage-like stories, in prose. They are sketches of village life in Leicestershire. [9, 672, 166, 685]
small-print-paragraph: It is a matter of regret that so many persons should suffer through the neglect of those remedies which have been proved by long experience to be of the highest value. Testimonials are received daily from all parts of the country, and the proprietors have the satisfaction of knowing that the public confidence in these medicines continues undiminished. Sold by all respectable medicine vendors in town and country, and by the agents whose names are annexed, in boxes and bottles at the prices stated above. [338, 1381, 495, 1436]
advertisement-block [668, 347, 824, 652]
small-print-paragraph: It is a matter of regret that so many persons should suffer through the neglect of those remedies which have been proved by long experience to be of the highest value. Testimonials are received daily from all parts of the country, and the proprietors have the satisfaction of knowing that the public confidence in these medicines continues undiminished. Sold by all respectable medicine vendors in town and country, and by the agents whose names are annexed, in boxes and bottles at the prices stated above. [503, 1310, 660, 1365]
small-print-paragraph: It is a matter of regret that so many persons should suffer through the neglect of those remedies which have been proved by long experience to be of the highest value. Testimonials are received daily from all parts of the country, and the proprietors have the satisfaction of knowing that the public confidence in these medicines continues undiminished. Sold by all respectable medicine vendors in town and country, and by the agents whose names are annexed, in boxes and bottles at the prices stated above. [9, 2156, 166, 2210]
small-print-paragraph: It is a matter of regret that so many persons should suffer through the neglect of those remedies which have been proved by long experience to be of the highest value. Testimonials are received daily from all parts of the country, and the proprietors have the satisfaction of knowing that the public confidence in these medicines continues undiminished. Sold by all respectable medicine vendors in town and country, and by the agents whose names are annexed, in boxes and bottles at the prices stated above. [503, 134, 660, 189]
small-print-paragraph: It is a matter of regret that so many persons should suffer through the neglect of those remedies which have been proved by long experience to be of the highest value. Testimonials are received daily from all parts of the country, and the proprietors have the satisfaction of knowing that the public confidence in these medicines continues undiminished. Sold by all respectable medicine vendors in town and country, and by the agents whose names are annexed, in boxes and bottles at the prices stated above. [9, 168, 166, 223]
small-print-paragraph: It is a matter of regret that so many persons should suffer through the neglect of those remedies which have been proved by long experience to be of the highest value. Testimonials are received daily from all parts of the country, and the proprietors have the satisfaction of knowing that the public confidence in these medicines continues undiminished. Sold by all respectable medicine vendors in town and country, and by the agents whose names are annexed, in boxes and bottles at the prices stated above. [338, 517, 495, 572]
pill-box-engraving [672, 1336, 820, 1377]
column-1 [5, 36, 170, 2576]
divider-rule [681, 962, 811, 963]
advertisement-small-print [9, 367, 166, 645]
advertisement-heading: LOCAL AGENTS. [549, 587, 614, 595]
divider-rule [681, 1279, 811, 1280]
advertisement-block [9, 39, 166, 338]
small-print-paragraph: It is a matter of regret that so many persons should suffer through the neglect of those remedies which have been proved by long experience to be of the highest value. Testimonials are received daily from all parts of the country, and the proprietors have the satisfaction of knowing that the public confidence in these medicines continues undiminished. Sold by all respectable medicine vendors in town and country, and by the agents whose names are annexed, in boxes and bottles at the prices stated above. [503, 834, 660, 889]
small-print-paragraph: It is a matter of regret that so many persons should suffer through the neglect of those remedies which have been proved by long experience to be of the highest value. Testimonials are received daily from all parts of the country, and the proprietors have the satisfaction of knowing that the public confidence in these medicines continues undiminished. Sold by all respectable medicine vendors in town and country, and by the agents whose names are annexed, in boxes and bottles at the prices stated above. [9, 853, 166, 907]
small-print-paragraph: It is a matter of regret that so many persons should suffer through the neglect of those remedies which have been proved by long experience to be of the highest value. Testimonials are received daily from all parts of the country, and the proprietors have the satisfaction of knowing that the public confidence in these medicines continues undiminished. Sold by all respectable medicine vendors in town and country, and by the agents whose names are annexed, in boxes and bottles at the prices stated above. [668, 1856, 824, 1911]
small-print-paragraph: It is a matter of regret that so many persons should suffer through the neglect of those remedies which have been proved by long experience to be of the highest value. Testimonials are received daily from all parts of the country, and the proprietors have the satisfaction of knowing that the public confidence in these medicines continues undiminished. Sold by all respectable medicine vendors in town and country, and by the agents whose names are annexed, in boxes and bottles at the prices stated above. [503, 889, 660, 945]
small-print-paragraph: It is a matter of regret that so many persons should suffer through the neglect of those remedies which have been proved by long experience to be of the highest value. Testimonials are received daily from all parts of the country, and the proprietors have the satisfaction of knowing that the public confidence in these medicines continues undiminished. Sold by all respectable medicine vendors in town and country, and by the agents whose names are annexed, in boxes and bottles at the prices stated above. [503, 1057, 660, 1112]
advertisement-block [339, 1118, 495, 1662]
advertisement-block [9, 971, 166, 1277]
small-print-paragraph: It is a matter of regret that so many persons should suffer through the neglect of those remedies which have been proved by long experience to be of the highest value. Testimonials are received daily from all parts of the country, and the proprietors have the satisfaction of knowing that the public confidence in these medicines continues undiminished. Sold by all respectable medicine vendors in town and country, and by the agents whose names are annexed, in boxes and bottles at the prices stated above. [668, 1436, 824, 1490]
advertisement-block [668, 656, 824, 963]
small-print-paragraph: It is a matter of regret that so many persons should suffer through the neglect of those remedies which have been proved by long experience to be of the highest value. Testimonials are received daily from all parts of the country, and the proprietors have the satisfaction of knowing that the public confidence in these medicines continues undiminished. Sold by all respectable medicine vendors in town and country, and by the agents whose names are annexed, in boxes and bottles at the prices stated above. [9, 2346, 166, 2401]
column-3 [334, 36, 499, 2576]
small-print-paragraph: It is a matter of regret that so many persons should suffer through the neglect of those remedies which have been proved by long experience to be of the highest value. Testimonials are received daily from all parts of the country, and the proprietors have the satisfaction of knowing that the public confidence in these medicines continues undiminished. Sold by all respectable medicine vendors in town and country, and by the agents whose names are annexed, in boxes and bottles at the prices stated above. [338, 1158, 495, 1212]
small-print-paragraph: It is a matter of regret that so many persons should suffer through the neglect of those remedies which have been proved by long experience to be of the highest value. Testimonials are received daily from all parts of the country, and the proprietors have the satisfaction of knowing that the public confidence in these medicines continues undiminished. Sold by all respectable medicine vendors in town and country, and by the agents whose names are annexed, in boxes and bottles at the prices stated above. [338, 1808, 495, 1863]
advertisement-block [339, 1667, 495, 2201]
small-print-paragraph: It is a matter of regret that so many persons should suffer through the neglect of those remedies which have been proved by long experience to be of the highest value. Testimonials are received daily from all parts of the country, and the proprietors have the satisfaction of knowing that the public confidence in these medicines continues undiminished. Sold by all respectable medicine vendors in town and country, and by the agents whose names are annexed, in boxes and bottles at the prices stated above. [338, 665, 495, 720]
small-print-paragraph: It is a matter of regret that so many persons should suffer through the neglect of those remedies which have been proved by long experience to be of the highest value. Testimonials are received daily from all parts of the country, and the proprietors have the satisfaction of knowing that the public confidence in these medicines continues undiminished. Sold by all respectable medicine vendors in town and country, and by the agents whose names are annexed, in boxes and bottles at the prices stated above. [338, 1270, 495, 1324]
advertisement-heading: RECENT TESTIMONIALS. [532, 1119, 630, 1127]
divider-rule [22, 2269, 153, 2270]
advertisement-heading: COLOSSEUM.—NOTICE.—PRICE OF ADMISSION DURING THE HOLIDAYS!! [178, 39, 326, 55]
small-print-paragraph: It is a matter of regret that so many persons should suffer through the neglect of those remedies which have been proved by long experience to be of the highest value. Testimonials are received daily from all parts of the country, and the proprietors have the satisfaction of knowing that the public confidence in these medicines continues undiminished. Sold by all respectable medicine vendors in town and country, and by the agents whose names are annexed, in boxes and bottles at the prices stated above. [338, 2088, 495, 2142]
small-print-paragraph: It is a matter of regret that so many persons should suffer through the neglect of those remedies which have been proved by long experience to be of the highest value. Testimonials are received daily from all parts of the country, and the proprietors have the satisfaction of knowing that the public confidence in these medicines continues undiminished. Sold by all respectable medicine vendors in town and country, and by the agents whose names are annexed, in boxes and bottles at the prices stated above. [9, 535, 166, 589]
small-print-paragraph: It is a matter of regret that so many persons should suffer through the neglect of those remedies which have been proved by long experience to be of the highest value. Testimonials are received daily from all parts of the country, and the proprietors have the satisfaction of knowing that the public confidence in these medicines continues undiminished. Sold by all respectable medicine vendors in town and country, and by the agents whose names are annexed, in boxes and bottles at the prices stated above. [9, 1163, 166, 1219]
advertisement-heading: DANCE MUSIC FOR CHRISTMAS.—NEW MUSIC FOR PIANOFORTE. [10, 1608, 165, 1625]
advertisement-small-print [668, 1380, 824, 1658]
small-print-paragraph: It is a matter of regret that so many persons should suffer through the neglect of those remedies which have been proved by long experience to be of the highest value. Testimonials are received daily from all parts of the country, and the proprietors have the satisfaction of knowing that the public confidence in these medicines continues undiminished. Sold by all respectable medicine vendors in town and country, and by the agents whose names are annexed, in boxes and bottles at the prices stated above. [338, 1920, 495, 1975]
small-print-paragraph: It is a matter of regret that so many persons should suffer through the neglect of those remedies which have been proved by long experience to be of the highest value. Testimonials are received daily from all parts of the country, and the proprietors have the satisfaction of knowing that the public confidence in these medicines continues undiminished. Sold by all respectable medicine vendors in town and country, and by the agents whose names are annexed, in boxes and bottles at the prices stated above. [503, 190, 660, 245]
small-print-paragraph: It is a matter of regret that so many persons should suffer through the neglect of those remedies which have been proved by long experience to be of the highest value. Testimonials are received daily from all parts of the country, and the proprietors have the satisfaction of knowing that the public confidence in these medicines continues undiminished. Sold by all respectable medicine vendors in town and country, and by the agents whose names are annexed, in boxes and bottles at the prices stated above. [338, 609, 495, 664]
small-print-paragraph: It is a matter of regret that so many persons should suffer through the neglect of those remedies which have been proved by long experience to be of the highest value. Testimonials are received daily from all parts of the country, and the proprietors have the satisfaction of knowing that the public confidence in these medicines continues undiminished. Sold by all respectable medicine vendors in town and country, and by the agents whose names are annexed, in boxes and bottles at the prices stated above. [9, 1108, 166, 1163]
advertisement-heading: TO TAILORS. [227, 673, 278, 681]
advertisement-small-print [174, 1006, 331, 1284]
advertisement-block [174, 983, 331, 1287]
small-print-paragraph: It is a matter of regret that so many persons should suffer through the neglect of those remedies which have been proved by long experience to be of the highest value. Testimonials are received daily from all parts of the country, and the proprietors have the satisfaction of knowing that the public confidence in these medicines continues undiminished. Sold by all respectable medicine vendors in town and country, and by the agents whose names are annexed, in boxes and bottles at the prices stated above. [174, 808, 331, 863]
advertisement-subheading: THE APPARATUS, LENS, CHEMICALS, PLATES, CASES [180, 365, 324, 372]
small-print-paragraph: It is a matter of regret that so many persons should suffer through the neglect of those remedies which have been proved by long experience to be of the highest value. Testimonials are received daily from all parts of the country, and the proprietors have the satisfaction of knowing that the public confidence in these medicines continues undiminished. Sold by all respectable medicine vendors in town and country, and by the agents whose names are annexed, in boxes and bottles at the prices stated above. [338, 1864, 495, 1919]
advertisement-block [9, 653, 166, 967]
advertisement-heading: DAGUERREOTYPE AND CALOTYPE. [183, 355, 322, 364]
small-print-paragraph: It is a matter of regret that so many persons should suffer through the neglect of those remedies which have been proved by long experience to be of the highest value. Testimonials are received daily from all parts of the country, and the proprietors have the satisfaction of knowing that the public confidence in these medicines continues undiminished. Sold by all respectable medicine vendors in town and country, and by the agents whose names are annexed, in boxes and bottles at the prices stated above. [668, 117, 824, 172]
divider-rule [352, 1113, 482, 1114]
small-print-paragraph: It is a matter of regret that so many persons should suffer through the neglect of those remedies which have been proved by long experience to be of the highest value. Testimonials are received daily from all parts of the country, and the proprietors have the satisfaction of knowing that the public confidence in these medicines continues undiminished. Sold by all respectable medicine vendors in town and country, and by the agents whose names are annexed, in boxes and bottles at the prices stated above. [503, 1422, 660, 1476]
column-5 [663, 36, 828, 2576]
small-print-paragraph: It is a matter of regret that so many persons should suffer through the neglect of those remedies which have been proved by long experience to be of the highest value. Testimonials are received daily from all parts of the country, and the proprietors have the satisfaction of knowing that the public confidence in these medicines continues undiminished. Sold by all respectable medicine vendors in town and country, and by the agents whose names are annexed, in boxes and bottles at the prices stated above. [503, 1143, 660, 1198]
advertisement-small-print [668, 1689, 824, 1967]
advertisement-subheading: BY HOLLOWAY'S OINTMENT. [707, 665, 785, 672]
advertisement-heading: CHEERFUL AND INSTRUCTIVE FIRESIDE COMPANION. [28, 1282, 147, 1299]
advertisement-heading: FOR STOPPING DECAYED TEETH. [351, 39, 482, 46]
small-print-paragraph: It is a matter of regret that so many persons should suffer through the neglect of those remedies which have been proved by long experience to be of the highest value. Testimonials are received daily from all parts of the country, and the proprietors have the satisfaction of knowing that the public confidence in these medicines continues undiminished. Sold by all respectable medicine vendors in town and country, and by the agents whose names are annexed, in boxes and bottles at the prices stated above. [9, 367, 166, 422]
advertisement-block [503, 1120, 659, 1647]
small-print-paragraph: It is a matter of regret that so many persons should suffer through the neglect of those remedies which have been proved by long experience to be of the highest value. Testimonials are received daily from all parts of the country, and the proprietors have the satisfaction of knowing that the public confidence in these medicines continues undiminished. Sold by all respectable medicine vendors in town and country, and by the agents whose names are annexed, in boxes and bottles at the prices stated above. [503, 778, 660, 833]
advertisement-body: A MEDICAL WORK on nervous debility and the concealed cause of the decline of physical strength. [338, 1144, 495, 1158]
advertisement-heading: HONOUR TO LABOUR'S CHAMPION. [182, 982, 322, 990]
advertisement-heading: FUNERAL ECONOMY! [704, 347, 789, 355]
advertisement-block [9, 1608, 166, 1967]
small-print-paragraph: It is a matter of regret that so many persons should suffer through the neglect of those remedies which have been proved by long experience to be of the highest value. Testimonials are received daily from all parts of the country, and the proprietors have the satisfaction of knowing that the public confidence in these medicines continues undiminished. Sold by all respectable medicine vendors in town and country, and by the agents whose names are annexed, in boxes and bottles at the prices stated above. [338, 349, 495, 405]
advertisement-small-print [9, 2290, 166, 2568]
small-print-paragraph: It is a matter of regret that so many persons should suffer through the neglect of those remedies which have been proved by long experience to be of the highest value. Testimonials are received daily from all parts of the country, and the proprietors have the satisfaction of knowing that the public confidence in these medicines continues undiminished. Sold by all respectable medicine vendors in town and country, and by the agents whose names are annexed, in boxes and bottles at the prices stated above. [9, 591, 166, 645]
advertisement-body: By appointment of Her Most Excellent Majesty Queen Victoria and His Royal Highness Prince Albert. [174, 683, 331, 697]
advertisement-small-print [9, 685, 166, 963]
small-print-paragraph: It is a matter of regret that so many persons should suffer through the neglect of those remedies which have been proved by long experience to be of the highest value. Testimonials are received daily from all parts of the country, and the proprietors have the satisfaction of knowing that the public confidence in these medicines continues undiminished. Sold by all respectable medicine vendors in town and country, and by the agents whose names are annexed, in boxes and bottles at the prices stated above. [668, 1800, 824, 1855]
small-print-paragraph: It is a matter of regret that so many persons should suffer through the neglect of those remedies which have been proved by long experience to be of the highest value. Testimonials are received daily from all parts of the country, and the proprietors have the satisfaction of knowing that the public confidence in these medicines continues undiminished. Sold by all respectable medicine vendors in town and country, and by the agents whose names are annexed, in boxes and bottles at the prices stated above. [9, 2100, 166, 2154]
small-print-paragraph: It is a matter of regret that so many persons should suffer through the neglect of those remedies which have been proved by long experience to be of the highest value. Testimonials are received daily from all parts of the country, and the proprietors have the satisfaction of knowing that the public confidence in these medicines continues undiminished. Sold by all respectable medicine vendors in town and country, and by the agents whose names are annexed, in boxes and bottles at the prices stated above. [174, 443, 331, 499]
small-print-paragraph: It is a matter of regret that so many persons should suffer through the neglect of those remedies which have been proved by long experience to be of the highest value. Testimonials are received daily from all parts of the country, and the proprietors have the satisfaction of knowing that the public confidence in these medicines continues undiminished. Sold by all respectable medicine vendors in town and country, and by the agents whose names are annexed, in boxes and bottles at the prices stated above. [9, 1434, 166, 1489]
small-print-paragraph: It is a matter of regret that so many persons should suffer through the neglect of those remedies which have been proved by long experience to be of the highest value. Testimonials are received daily from all parts of the country, and the proprietors have the satisfaction of knowing that the public confidence in these medicines continues undiminished. Sold by all respectable medicine vendors in town and country, and by the agents whose names are annexed, in boxes and bottles at the prices stated above. [174, 1061, 331, 1116]
advertisement-heading: TO FLUTE PLAYERS. [47, 1972, 128, 1980]
divider-rule [681, 1660, 811, 1661]
small-print-paragraph: It is a matter of regret that so many persons should suffer through the neglect of those remedies which have been proved by long experience to be of the highest value. Testimonials are received daily from all parts of the country, and the proprietors have the satisfaction of knowing that the public confidence in these medicines continues undiminished. Sold by all respectable medicine vendors in town and country, and by the agents whose names are annexed, in boxes and bottles at the prices stated above. [9, 1798, 166, 1853]
divider-rule [516, 582, 646, 583]
small-print-paragraph: It is a matter of regret that so many persons should suffer through the neglect of those remedies which have been proved by long experience to be of the highest value. Testimonials are received daily from all parts of the country, and the proprietors have the satisfaction of knowing that the public confidence in these medicines continues undiminished. Sold by all respectable medicine vendors in town and country, and by the agents whose names are annexed, in boxes and bottles at the prices stated above. [338, 1976, 495, 2031]
small-print-paragraph: It is a matter of regret that so many persons should suffer through the neglect of those remedies which have been proved by long experience to be of the highest value. Testimonials are received daily from all parts of the country, and the proprietors have the satisfaction of knowing that the public confidence in these medicines continues undiminished. Sold by all respectable medicine vendors in town and country, and by the agents whose names are annexed, in boxes and bottles at the prices stated above. [174, 70, 331, 125]
advertisement-block [503, 588, 659, 1115]
small-print-paragraph: It is a matter of regret that so many persons should suffer through the neglect of those remedies which have been proved by long experience to be of the highest value. Testimonials are received daily from all parts of the country, and the proprietors have the satisfaction of knowing that the public confidence in these medicines continues undiminished. Sold by all respectable medicine vendors in town and country, and by the agents whose names are annexed, in boxes and bottles at the prices stated above. [174, 611, 331, 666]
small-print-paragraph: It is a matter of regret that so many persons should suffer through the neglect of those remedies which have been proved by long experience to be of the highest value. Testimonials are received daily from all parts of the country, and the proprietors have the satisfaction of knowing that the public confidence in these medicines continues undiminished. Sold by all respectable medicine vendors in town and country, and by the agents whose names are annexed, in boxes and bottles at the prices stated above. [174, 864, 331, 919]
small-print-paragraph: It is a matter of regret that so many persons should suffer through the neglect of those remedies which have been proved by long experience to be of the highest value. Testimonials are received daily from all parts of the country, and the proprietors have the satisfaction of knowing that the public confidence in these medicines continues undiminished. Sold by all respectable medicine vendors in town and country, and by the agents whose names are annexed, in boxes and bottles at the prices stated above. [9, 280, 166, 335]
small-print-paragraph: It is a matter of regret that so many persons should suffer through the neglect of those remedies which have been proved by long experience to be of the highest value. Testimonials are received daily from all parts of the country, and the proprietors have the satisfaction of knowing that the public confidence in these medicines continues undiminished. Sold by all respectable medicine vendors in town and country, and by the agents whose names are annexed, in boxes and bottles at the prices stated above. [338, 405, 495, 460]
small-print-paragraph: It is a matter of regret that so many persons should suffer through the neglect of those remedies which have been proved by long experience to be of the highest value. Testimonials are received daily from all parts of the country, and the proprietors have the satisfaction of knowing that the public confidence in these medicines continues undiminished. Sold by all respectable medicine vendors in town and country, and by the agents whose names are annexed, in boxes and bottles at the prices stated above. [338, 2032, 495, 2086]
small-print-paragraph: It is a matter of regret that so many persons should suffer through the neglect of those remedies which have been proved by long experience to be of the highest value. Testimonials are received daily from all parts of the country, and the proprietors have the satisfaction of knowing that the public confidence in these medicines continues undiminished. Sold by all respectable medicine vendors in town and country, and by the agents whose names are annexed, in boxes and bottles at the prices stated above. [503, 722, 660, 777]
small-print-paragraph: It is a matter of regret that so many persons should suffer through the neglect of those remedies which have been proved by long experience to be of the highest value. Testimonials are received daily from all parts of the country, and the proprietors have the satisfaction of knowing that the public confidence in these medicines continues undiminished. Sold by all respectable medicine vendors in town and country, and by the agents whose names are annexed, in boxes and bottles at the prices stated above. [668, 285, 824, 340]
advertisement-body: is expressly employed to renovate the impaired powers of life, when exhausted by the influence exerted by solitary indulgence on the system. [338, 1676, 495, 1697]
advertisement-heading: THE BARON'S YULE FEAST. [33, 971, 141, 979]
small-print-paragraph: It is a matter of regret that so many persons should suffer through the neglect of those remedies which have been proved by long experience to be of the highest value. Testimonials are received daily from all parts of the country, and the proprietors have the satisfaction of knowing that the public confidence in these medicines continues undiminished. Sold by all respectable medicine vendors in town and country, and by the agents whose names are annexed, in boxes and bottles at the prices stated above. [174, 1229, 331, 1284]
small-print-paragraph: It is a matter of regret that so many persons should suffer through the neglect of those remedies which have been proved by long experience to be of the highest value. Testimonials are received daily from all parts of the country, and the proprietors have the satisfaction of knowing that the public confidence in these medicines continues undiminished. Sold by all respectable medicine vendors in town and country, and by the agents whose names are annexed, in boxes and bottles at the prices stated above. [9, 1988, 166, 2043]
issue-date: JANUARY 17, 1846. [723, 21, 828, 32]
small-print-paragraph: It is a matter of regret that so many persons should suffer through the neglect of those remedies which have been proved by long experience to be of the highest value. Testimonials are received daily from all parts of the country, and the proprietors have the satisfaction of knowing that the public confidence in these medicines continues undiminished. Sold by all respectable medicine vendors in town and country, and by the agents whose names are annexed, in boxes and bottles at the prices stated above. [9, 224, 166, 279]
small-print-paragraph: It is a matter of regret that so many persons should suffer through the neglect of those remedies which have been proved by long experience to be of the highest value. Testimonials are received daily from all parts of the country, and the proprietors have the satisfaction of knowing that the public confidence in these medicines continues undiminished. Sold by all respectable medicine vendors in town and country, and by the agents whose names are annexed, in boxes and bottles at the prices stated above. [668, 681, 824, 736]
advertisement-block [339, 580, 495, 1115]
small-print-paragraph: It is a matter of regret that so many persons should suffer through the neglect of those remedies which have been proved by long experience to be of the highest value. Testimonials are received daily from all parts of the country, and the proprietors have the satisfaction of knowing that the public confidence in these medicines continues undiminished. Sold by all respectable medicine vendors in town and country, and by the agents whose names are annexed, in boxes and bottles at the prices stated above. [338, 1056, 495, 1111]
advertisement-subheading: THE WELCOME GUEST OF EVERY FAMILY! [29, 1300, 146, 1307]
small-print-paragraph: It is a matter of regret that so many persons should suffer through the neglect of those remedies which have been proved by long experience to be of the highest value. Testimonials are received daily from all parts of the country, and the proprietors have the satisfaction of knowing that the public confidence in these medicines continues undiminished. Sold by all respectable medicine vendors in town and country, and by the agents whose names are annexed, in boxes and bottles at the prices stated above. [338, 1437, 495, 1492]
small-print-paragraph: It is a matter of regret that so many persons should suffer through the neglect of those remedies which have been proved by long experience to be of the highest value. Testimonials are received daily from all parts of the country, and the proprietors have the satisfaction of knowing that the public confidence in these medicines continues undiminished. Sold by all respectable medicine vendors in town and country, and by the agents whose names are annexed, in boxes and bottles at the prices stated above. [668, 1689, 824, 1743]
advertisement-small-print [174, 388, 331, 666]
column-4 [499, 36, 663, 2576]
